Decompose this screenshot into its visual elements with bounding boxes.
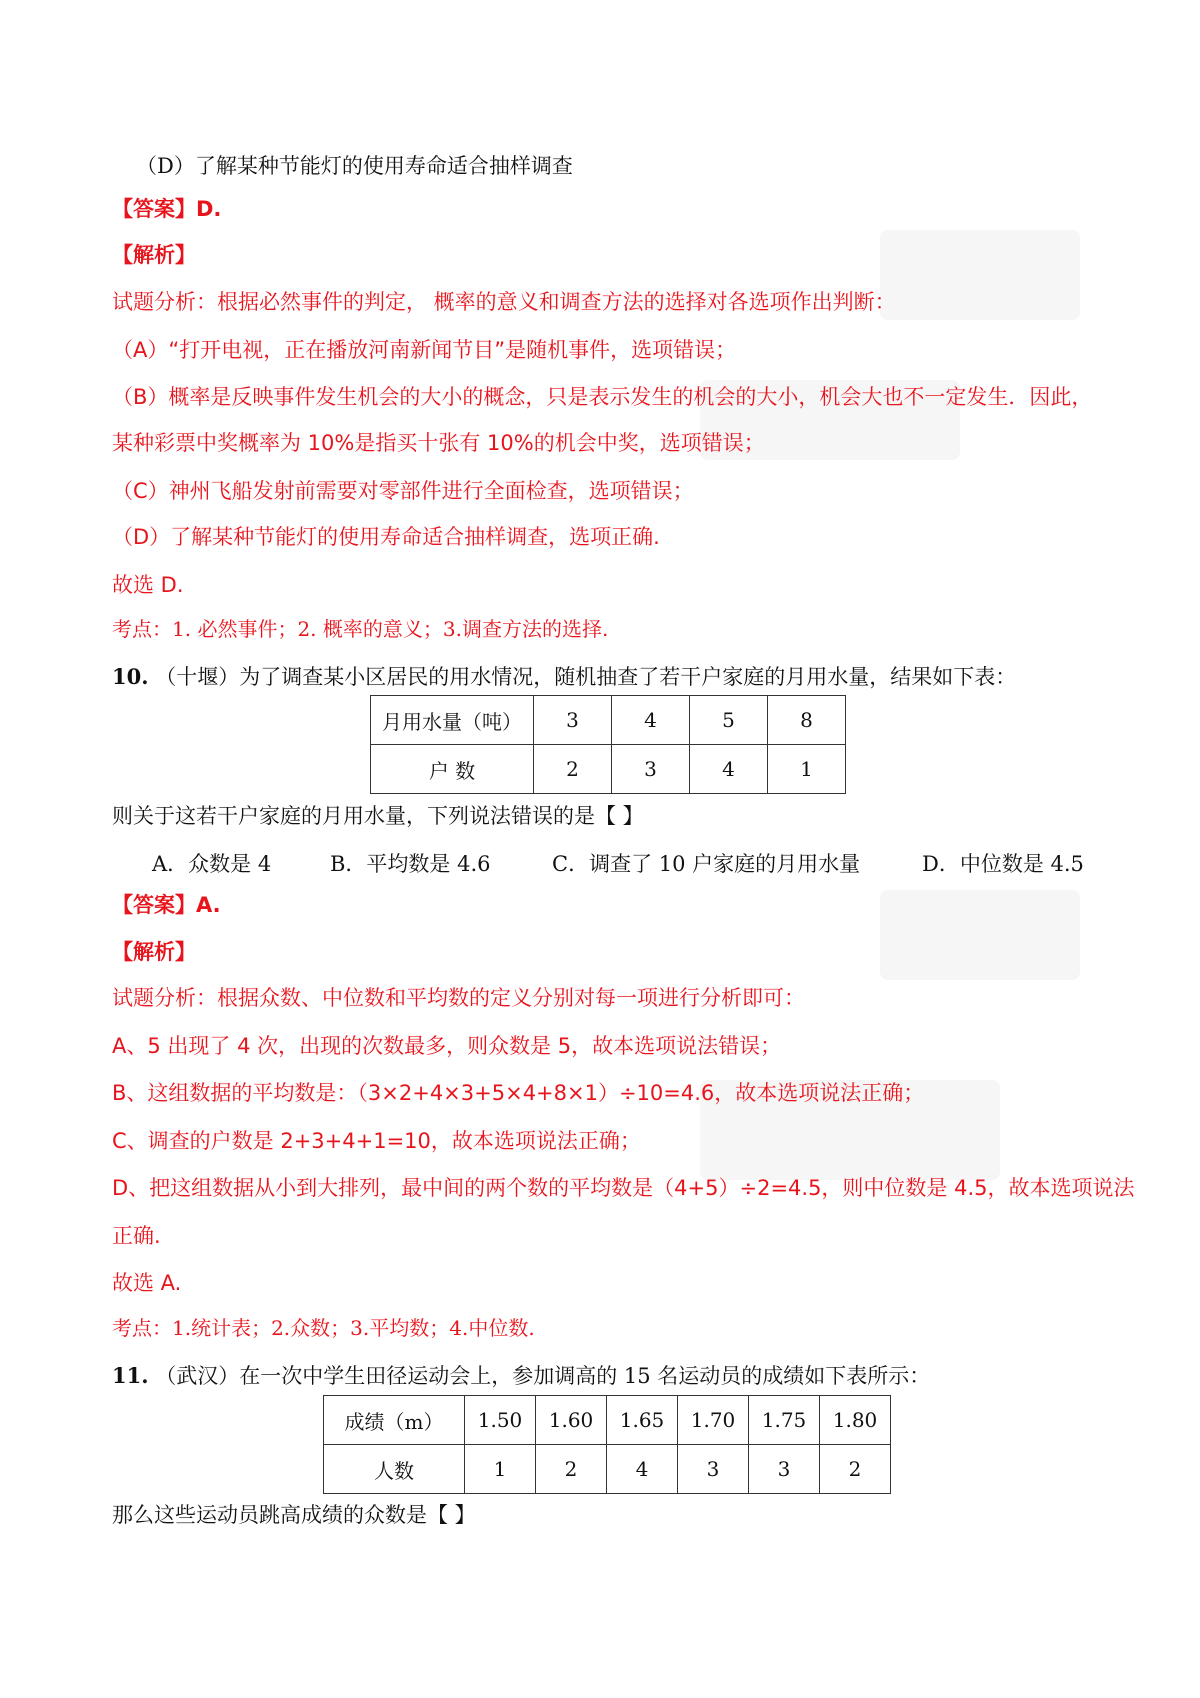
table-cell: 3 bbox=[612, 745, 690, 794]
high-jump-table bbox=[323, 1395, 891, 1494]
key-points: 考点：1.统计表；2.众数；3.平均数；4.中位数. bbox=[112, 1316, 535, 1340]
analysis-text: 某种彩票中奖概率为 10%是指买十张有 10%的机会中奖，选项错误； bbox=[112, 431, 765, 455]
question-prompt: 则关于这若干户家庭的月用水量，下列说法错误的是【 】 bbox=[112, 804, 644, 828]
water-usage-table bbox=[370, 695, 846, 794]
answer-label: 【答案】A. bbox=[112, 893, 221, 917]
answer-label: 【答案】D. bbox=[112, 197, 222, 221]
option-a: A．众数是 4 bbox=[152, 852, 272, 876]
table-cell: 1.70 bbox=[678, 1396, 749, 1445]
analysis-label: 【解析】 bbox=[112, 940, 196, 964]
watermark bbox=[880, 230, 1080, 320]
table-cell: 成绩（m） bbox=[324, 1396, 465, 1445]
option-c: C．调查了 10 户家庭的月用水量 bbox=[552, 852, 861, 876]
watermark bbox=[880, 890, 1080, 980]
question-text: （十堰）为了调查某小区居民的用水情况，随机抽查了若干户家庭的月用水量，结果如下表： bbox=[155, 665, 1017, 689]
conclusion-text: 故选 A. bbox=[112, 1271, 182, 1295]
table-cell: 1.80 bbox=[820, 1396, 891, 1445]
table-cell: 1.65 bbox=[607, 1396, 678, 1445]
key-points: 考点：1. 必然事件；2. 概率的意义；3.调查方法的选择. bbox=[112, 617, 609, 641]
analysis-text: （D）了解某种节能灯的使用寿命适合抽样调查，选项正确. bbox=[112, 525, 660, 549]
table-cell: 2 bbox=[536, 1445, 607, 1494]
table-cell: 4 bbox=[690, 745, 768, 794]
table-row bbox=[371, 696, 846, 745]
table-cell: 2 bbox=[534, 745, 612, 794]
analysis-text: （B）概率是反映事件发生机会的大小的概念，只是表示发生的机会的大小，机会大也不一定发生．因此， bbox=[112, 385, 1093, 409]
analysis-text: B、这组数据的平均数是：（3×2+4×3+5×4+8×1）÷10=4.6，故本选项说法正确； bbox=[112, 1081, 925, 1105]
table-cell: 2 bbox=[820, 1445, 891, 1494]
table-cell: 3 bbox=[678, 1445, 749, 1494]
analysis-text: 试题分析：根据众数、中位数和平均数的定义分别对每一项进行分析即可： bbox=[112, 986, 805, 1010]
table-cell: 5 bbox=[690, 696, 768, 745]
option-d-text: （D）了解某种节能灯的使用寿命适合抽样调查 bbox=[136, 154, 573, 178]
analysis-text: C、调查的户数是 2+3+4+1=10，故本选项说法正确； bbox=[112, 1129, 641, 1153]
analysis-text: 正确. bbox=[112, 1224, 161, 1248]
table-row bbox=[324, 1445, 891, 1494]
table-cell: 1.50 bbox=[465, 1396, 536, 1445]
table-cell: 1 bbox=[465, 1445, 536, 1494]
analysis-text: （C）神州飞船发射前需要对零部件进行全面检查，选项错误； bbox=[112, 479, 694, 503]
table-cell: 月用水量（吨） bbox=[371, 696, 534, 745]
question-11-stem bbox=[112, 1365, 930, 1387]
table-cell: 人数 bbox=[324, 1445, 465, 1494]
option-d: D．中位数是 4.5 bbox=[922, 852, 1084, 876]
table-cell: 1.75 bbox=[749, 1396, 820, 1445]
table-cell: 8 bbox=[768, 696, 846, 745]
table-cell: 1.60 bbox=[536, 1396, 607, 1445]
question-number: 11. bbox=[112, 1363, 149, 1388]
table-cell: 3 bbox=[749, 1445, 820, 1494]
question-10-stem bbox=[112, 666, 1016, 688]
analysis-label: 【解析】 bbox=[112, 243, 196, 267]
option-b: B．平均数是 4.6 bbox=[330, 852, 491, 876]
question-number: 10. bbox=[112, 664, 149, 689]
table-row bbox=[371, 745, 846, 794]
table-row bbox=[324, 1396, 891, 1445]
question-text: （武汉）在一次中学生田径运动会上，参加调高的 15 名运动员的成绩如下表所示： bbox=[155, 1364, 931, 1388]
conclusion-text: 故选 D. bbox=[112, 573, 184, 597]
table-cell: 3 bbox=[534, 696, 612, 745]
table-cell: 4 bbox=[607, 1445, 678, 1494]
table-cell: 户 数 bbox=[371, 745, 534, 794]
analysis-text: （A）“打开电视，正在播放河南新闻节目”是随机事件，选项错误； bbox=[112, 338, 737, 362]
analysis-text: 试题分析：根据必然事件的判定， 概率的意义和调查方法的选择对各选项作出判断： bbox=[112, 290, 896, 314]
table-cell: 4 bbox=[612, 696, 690, 745]
question-prompt: 那么这些运动员跳高成绩的众数是【 】 bbox=[112, 1503, 476, 1527]
table-cell: 1 bbox=[768, 745, 846, 794]
analysis-text: A、5 出现了 4 次，出现的次数最多，则众数是 5，故本选项说法错误； bbox=[112, 1034, 782, 1058]
analysis-text: D、把这组数据从小到大排列，最中间的两个数的平均数是（4+5）÷2=4.5，则中位数是 4.5，故本选项说法 bbox=[112, 1176, 1135, 1200]
